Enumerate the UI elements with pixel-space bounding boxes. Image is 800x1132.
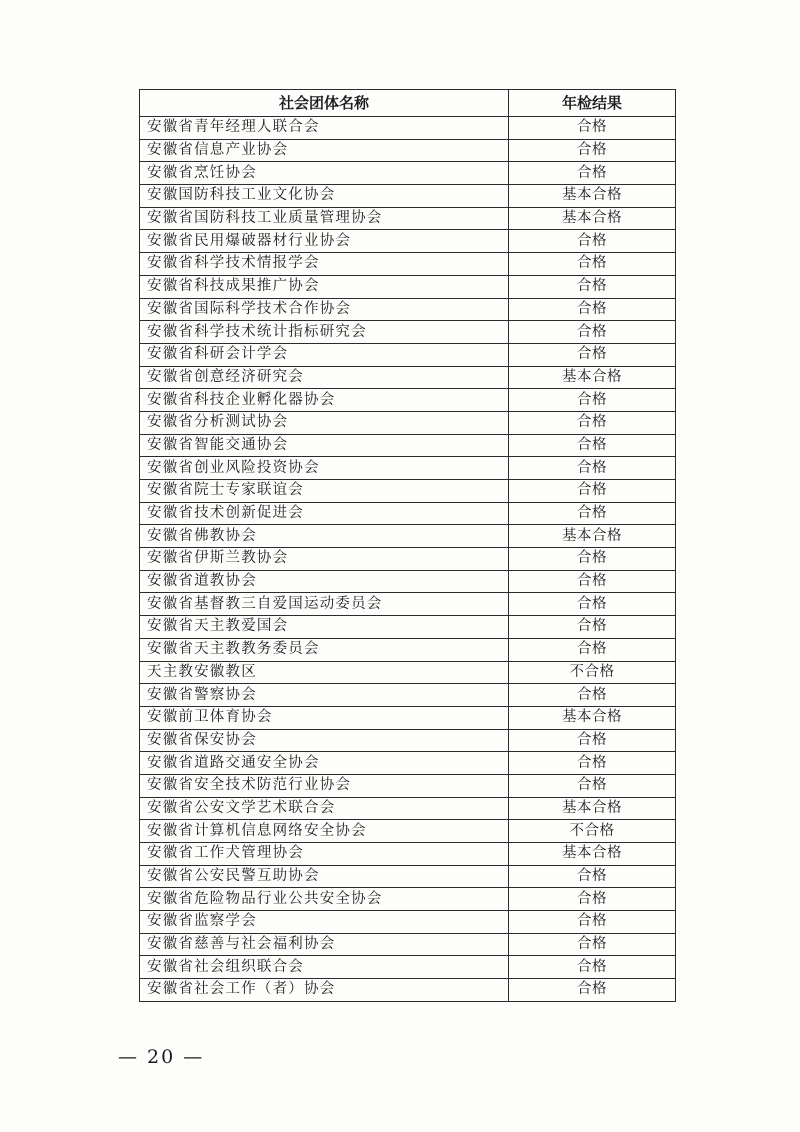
table-row <box>140 956 676 979</box>
table-row <box>140 774 676 797</box>
organization-name-cell: 安徽省信息产业协会 <box>140 139 509 162</box>
organization-name-cell: 安徽省社会工作（者）协会 <box>140 979 509 1002</box>
inspection-result-cell: 合格 <box>509 230 676 253</box>
organization-name-cell: 安徽省科学技术统计指标研究会 <box>140 321 509 344</box>
organization-name-cell: 安徽省青年经理人联合会 <box>140 117 509 140</box>
table-row <box>140 979 676 1002</box>
inspection-result-cell: 合格 <box>509 457 676 480</box>
table-row <box>140 548 676 571</box>
table-row <box>140 911 676 934</box>
inspection-result-cell: 合格 <box>509 933 676 956</box>
table-row <box>140 661 676 684</box>
inspection-result-cell: 基本合格 <box>509 185 676 208</box>
organization-name-cell: 安徽省公安民警互助协会 <box>140 865 509 888</box>
organization-name-cell: 安徽省伊斯兰教协会 <box>140 548 509 571</box>
organization-name-cell: 安徽省天主教爱国会 <box>140 616 509 639</box>
organization-name-cell: 安徽省保安协会 <box>140 729 509 752</box>
inspection-result-cell: 合格 <box>509 253 676 276</box>
organization-name-cell: 安徽省计算机信息网络安全协会 <box>140 820 509 843</box>
table-row <box>140 162 676 185</box>
table-row <box>140 797 676 820</box>
table-row <box>140 207 676 230</box>
table-row <box>140 343 676 366</box>
table-row <box>140 888 676 911</box>
table-row <box>140 593 676 616</box>
organization-name-cell: 安徽省道教协会 <box>140 570 509 593</box>
inspection-result-cell: 基本合格 <box>509 366 676 389</box>
table-row <box>140 321 676 344</box>
table-row <box>140 684 676 707</box>
inspection-result-cell: 合格 <box>509 752 676 775</box>
organization-name-cell: 安徽省创意经济研究会 <box>140 366 509 389</box>
organization-name-cell: 安徽省智能交通协会 <box>140 434 509 457</box>
organization-name-cell: 安徽省烹饪协会 <box>140 162 509 185</box>
organization-name-cell: 安徽省社会组织联合会 <box>140 956 509 979</box>
table-row <box>140 411 676 434</box>
organization-name-cell: 安徽省佛教协会 <box>140 525 509 548</box>
inspection-result-cell: 合格 <box>509 593 676 616</box>
table-row <box>140 230 676 253</box>
table-row <box>140 139 676 162</box>
inspection-result-cell: 基本合格 <box>509 525 676 548</box>
inspection-result-cell: 合格 <box>509 502 676 525</box>
inspection-result-cell: 基本合格 <box>509 843 676 866</box>
table-row <box>140 480 676 503</box>
table-row <box>140 434 676 457</box>
inspection-result-cell: 不合格 <box>509 820 676 843</box>
inspection-result-cell: 不合格 <box>509 661 676 684</box>
organization-name-cell: 安徽省危险物品行业公共安全协会 <box>140 888 509 911</box>
organization-name-cell: 安徽省安全技术防范行业协会 <box>140 774 509 797</box>
inspection-result-cell: 合格 <box>509 411 676 434</box>
organization-name-cell: 安徽省科学技术情报学会 <box>140 253 509 276</box>
organization-name-cell: 安徽省分析测试协会 <box>140 411 509 434</box>
organization-name-cell: 安徽省警察协会 <box>140 684 509 707</box>
organization-name-cell: 安徽省工作犬管理协会 <box>140 843 509 866</box>
organization-name-cell: 安徽省基督教三自爱国运动委员会 <box>140 593 509 616</box>
table-row <box>140 820 676 843</box>
inspection-result-cell: 合格 <box>509 117 676 140</box>
table-body <box>140 117 676 1002</box>
table-row <box>140 253 676 276</box>
organization-name-cell: 安徽省技术创新促进会 <box>140 502 509 525</box>
inspection-result-cell: 基本合格 <box>509 797 676 820</box>
table-row <box>140 457 676 480</box>
table-row <box>140 706 676 729</box>
table-row <box>140 275 676 298</box>
table-header-row <box>140 90 676 117</box>
organization-name-cell: 安徽省院士专家联谊会 <box>140 480 509 503</box>
inspection-result-cell: 合格 <box>509 434 676 457</box>
table-row <box>140 638 676 661</box>
table-row <box>140 298 676 321</box>
table-row <box>140 933 676 956</box>
organization-name-cell: 安徽省科技企业孵化器协会 <box>140 389 509 412</box>
table-row <box>140 729 676 752</box>
inspection-result-cell: 合格 <box>509 343 676 366</box>
inspection-result-cell: 合格 <box>509 888 676 911</box>
inspection-result-cell: 合格 <box>509 275 676 298</box>
organization-name-cell: 安徽省民用爆破器材行业协会 <box>140 230 509 253</box>
organization-name-cell: 安徽省公安文学艺术联合会 <box>140 797 509 820</box>
inspection-result-cell: 合格 <box>509 389 676 412</box>
organization-name-cell: 安徽省创业风险投资协会 <box>140 457 509 480</box>
inspection-result-cell: 基本合格 <box>509 207 676 230</box>
header-organization-name: 社会团体名称 <box>140 90 509 117</box>
inspection-result-cell: 合格 <box>509 480 676 503</box>
organization-name-cell: 天主教安徽教区 <box>140 661 509 684</box>
organization-name-cell: 安徽省科研会计学会 <box>140 343 509 366</box>
organization-name-cell: 安徽省国防科技工业质量管理协会 <box>140 207 509 230</box>
inspection-result-cell: 合格 <box>509 162 676 185</box>
organization-name-cell: 安徽省慈善与社会福利协会 <box>140 933 509 956</box>
table-row <box>140 843 676 866</box>
inspection-result-cell: 合格 <box>509 321 676 344</box>
page-number: — 20 — <box>118 1046 205 1068</box>
inspection-result-cell: 合格 <box>509 774 676 797</box>
annual-inspection-table <box>139 89 676 1002</box>
inspection-result-cell: 合格 <box>509 911 676 934</box>
organization-name-cell: 安徽国防科技工业文化协会 <box>140 185 509 208</box>
organization-name-cell: 安徽省天主教教务委员会 <box>140 638 509 661</box>
table-row <box>140 525 676 548</box>
table-row <box>140 570 676 593</box>
inspection-result-cell: 合格 <box>509 616 676 639</box>
table-row <box>140 616 676 639</box>
table-row <box>140 117 676 140</box>
organization-name-cell: 安徽前卫体育协会 <box>140 706 509 729</box>
organization-name-cell: 安徽省科技成果推广协会 <box>140 275 509 298</box>
inspection-result-cell: 合格 <box>509 979 676 1002</box>
header-inspection-result: 年检结果 <box>509 90 676 117</box>
organization-name-cell: 安徽省国际科学技术合作协会 <box>140 298 509 321</box>
table-row <box>140 502 676 525</box>
inspection-result-cell: 合格 <box>509 139 676 162</box>
organization-name-cell: 安徽省监察学会 <box>140 911 509 934</box>
inspection-result-cell: 合格 <box>509 638 676 661</box>
table-row <box>140 752 676 775</box>
table-row <box>140 185 676 208</box>
inspection-result-cell: 合格 <box>509 684 676 707</box>
table-row <box>140 366 676 389</box>
inspection-result-cell: 基本合格 <box>509 706 676 729</box>
inspection-result-cell: 合格 <box>509 570 676 593</box>
inspection-result-cell: 合格 <box>509 729 676 752</box>
inspection-result-cell: 合格 <box>509 548 676 571</box>
table-row <box>140 389 676 412</box>
organization-name-cell: 安徽省道路交通安全协会 <box>140 752 509 775</box>
inspection-result-cell: 合格 <box>509 865 676 888</box>
inspection-result-cell: 合格 <box>509 956 676 979</box>
inspection-result-cell: 合格 <box>509 298 676 321</box>
table-row <box>140 865 676 888</box>
